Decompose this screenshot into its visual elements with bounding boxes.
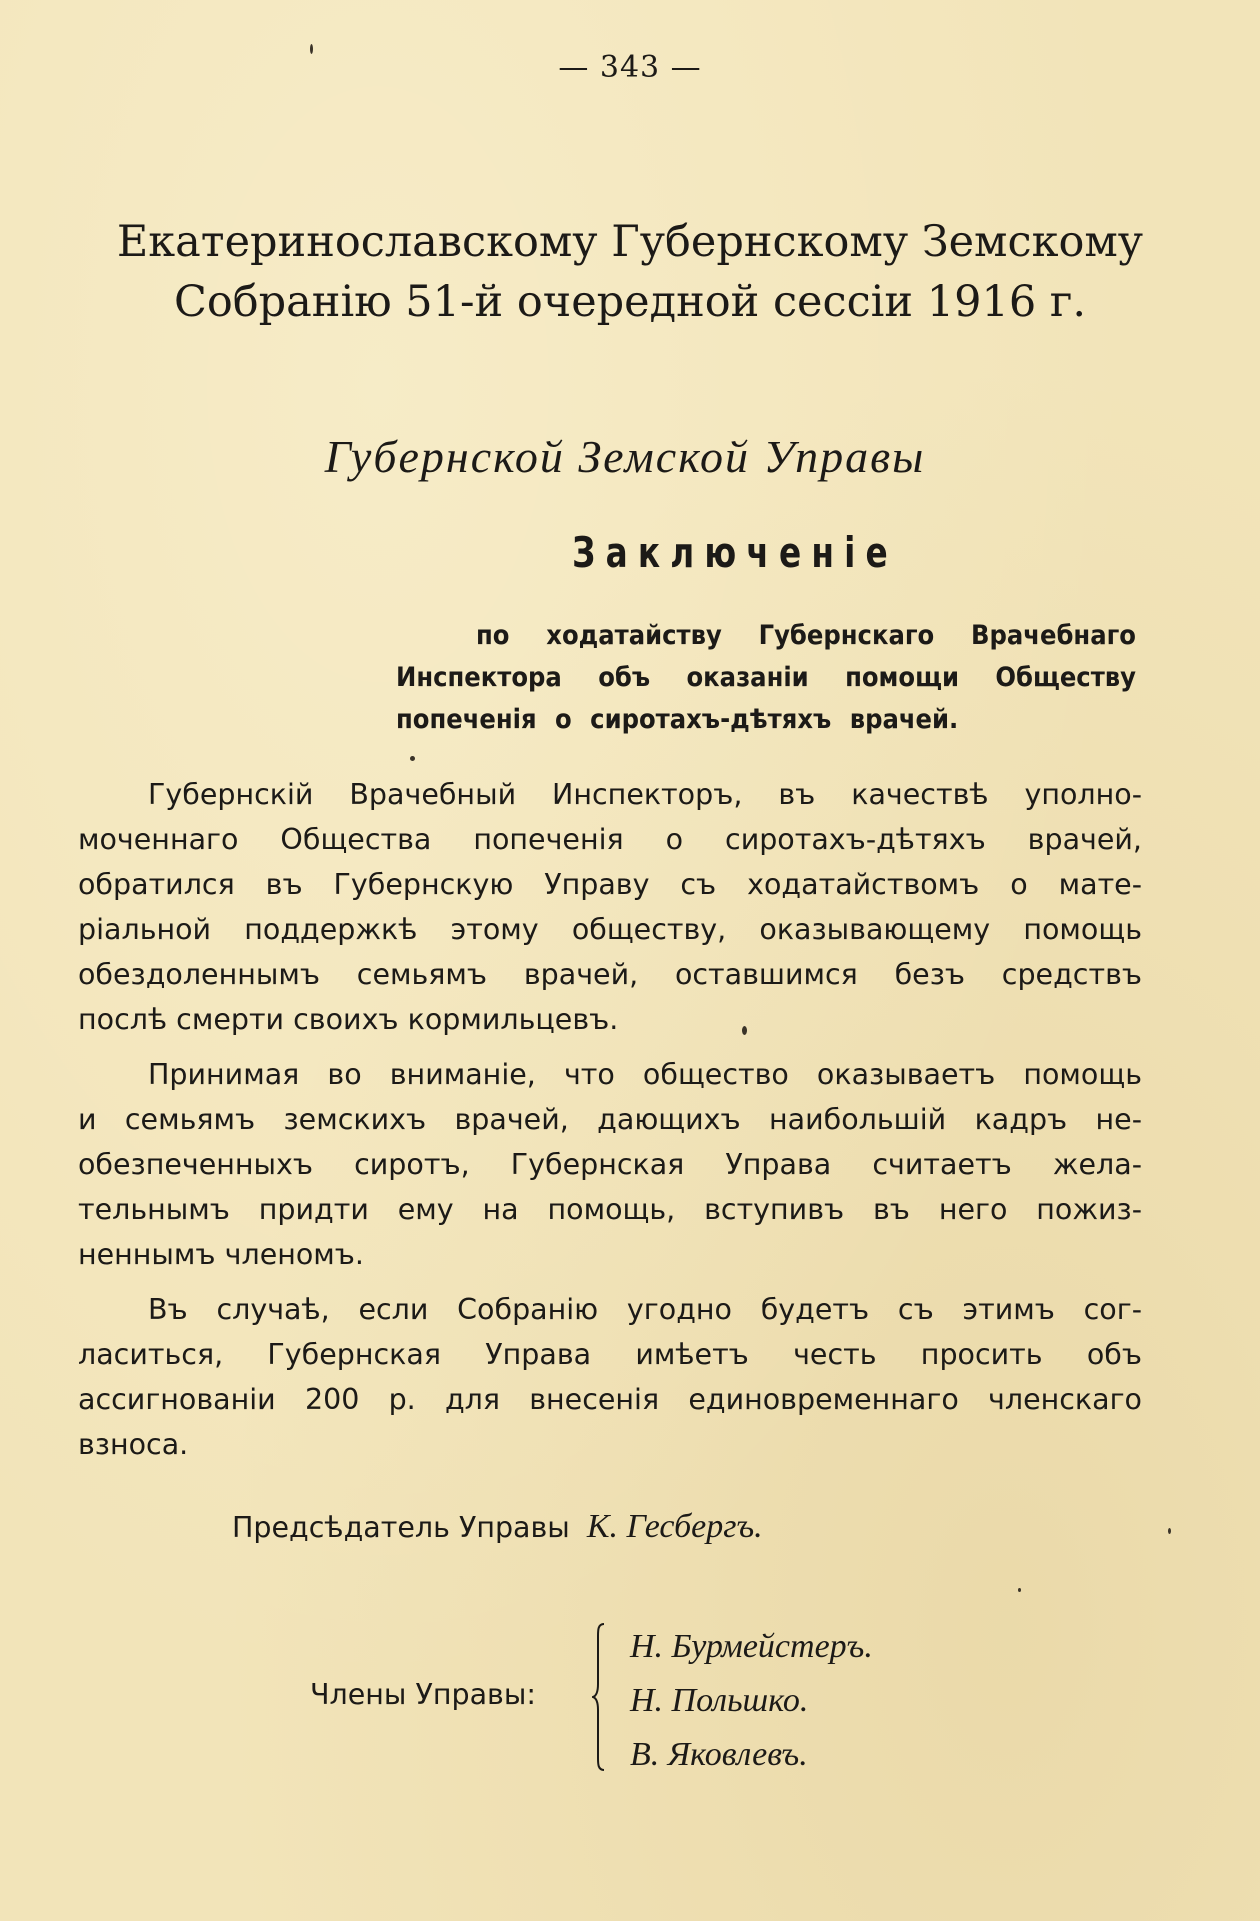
print-speck <box>310 44 313 54</box>
subject-line: по ходатайству Губернскаго Врачебнаго <box>476 620 1136 651</box>
print-speck <box>742 1026 747 1035</box>
subject-block <box>396 615 1136 741</box>
page-number: — 343 — <box>558 50 702 85</box>
chairman-signature-line <box>232 1508 1032 1546</box>
print-speck <box>410 756 415 761</box>
member-name: В. Яковлевъ. <box>630 1736 808 1773</box>
curly-brace-icon <box>592 1622 610 1772</box>
address-line: Собранію 51-й очередной сессіи 1916 г. <box>173 277 1087 327</box>
text-line: ласиться, Губернская Управа имѣетъ честь просить объ <box>78 1338 1142 1371</box>
text-line: неннымъ членомъ. <box>78 1238 364 1271</box>
text-line: тельнымъ придти ему на помощь, вступивъ въ него пожиз- <box>78 1193 1142 1226</box>
members-label: Члены Управы: <box>310 1678 536 1711</box>
print-speck <box>1018 1588 1021 1592</box>
text-line: обездоленнымъ семьямъ врачей, оставшимся безъ средствъ <box>78 958 1142 991</box>
member-name: Н. Бурмейстеръ. <box>630 1628 873 1665</box>
paragraph <box>78 772 1142 1042</box>
address-heading <box>40 212 1220 332</box>
chairman-label: Предсѣдатель Управы <box>232 1511 570 1544</box>
subject-line: Инспектора объ оказаніи помощи Обществу <box>396 662 1136 693</box>
text-line: обезпеченныхъ сиротъ, Губернская Управа считаетъ жела- <box>78 1148 1142 1181</box>
text-line: обратился въ Губернскую Управу съ ходатайствомъ о мате- <box>78 868 1142 901</box>
text-line: взноса. <box>78 1428 189 1461</box>
text-line: ріальной поддержкѣ этому обществу, оказывающему помощь <box>78 913 1142 946</box>
document-title: Заключеніе <box>572 528 898 577</box>
member-name: Н. Польшко. <box>630 1682 809 1719</box>
text-line: Губернскій Врачебный Инспекторъ, въ качествѣ уполно- <box>148 778 1142 811</box>
text-line: ассигнованіи 200 р. для внесенія единовременнаго членскаго <box>78 1383 1142 1416</box>
text-line: моченнаго Общества попеченія о сиротахъ-дѣтяхъ врачей, <box>78 823 1142 856</box>
text-line: Принимая во вниманіе, что общество оказываетъ помощь <box>148 1058 1142 1091</box>
address-line: Екатеринославскому Губернскому Земскому <box>116 217 1144 267</box>
text-line: и семьямъ земскихъ врачей, дающихъ наибольшій кадръ не- <box>78 1103 1142 1136</box>
body-text <box>78 772 1142 1477</box>
text-line: Въ случаѣ, если Собранію угодно будетъ съ этимъ сог- <box>148 1293 1142 1326</box>
text-line: послѣ смерти своихъ кормильцевъ. <box>78 1003 619 1036</box>
print-speck <box>1168 1528 1171 1534</box>
chairman-name: К. Гесбергъ. <box>586 1508 763 1545</box>
paragraph <box>78 1052 1142 1277</box>
paragraph <box>78 1287 1142 1467</box>
authority-heading: Губернской Земской Управы <box>324 431 926 482</box>
members-list <box>630 1620 1030 1782</box>
subject-line: попеченія о сиротахъ-дѣтяхъ врачей. <box>396 704 959 735</box>
